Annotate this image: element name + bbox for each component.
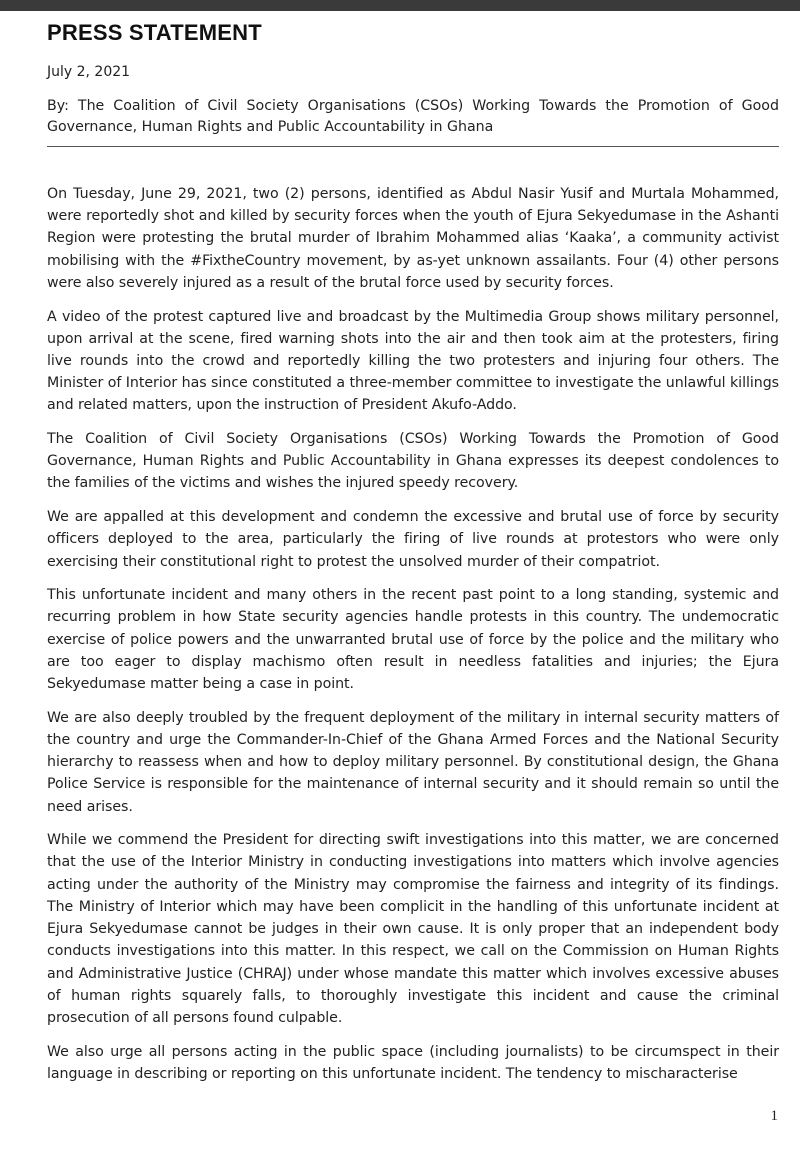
top-bar [0,0,800,11]
paragraph: A video of the protest captured live and broadcast by the Multimedia Group shows military personnel, upon arrival at the scene, fired warning shots into the air and then took aim at the protesters, firing live rounds into the crowd and reportedly killing the two protesters and injuring four others. The Minister of Interior has since constituted a three-member committee to investigate the unlawful killings and related matters, upon the instruction of President Akufo-Addo. [47,308,779,414]
document-title: PRESS STATEMENT [47,20,262,45]
paragraph: We are appalled at this development and condemn the excessive and brutal use of force by security officers deployed to the area, particularly the firing of live rounds at protestors who were only exercising their constitutional right to protest the unsolved murder of their compatriot. [47,509,779,570]
statement-date: July 2, 2021 [47,64,131,80]
divider-line [47,146,779,147]
paragraph: We are also deeply troubled by the frequent deployment of the military in internal security matters of the country and urge the Commander-In-Chief of the Ghana Armed Forces and the National Security hierarchy to reassess when and how to deploy military personnel. By constitutional design, the Ghana Police Service is responsible for the maintenance of internal security and it should remain so until the need arises. [47,709,779,815]
paragraph: This unfortunate incident and many others in the recent past point to a long standing, systemic and recurring problem in how State security agencies handle protests in this country. The undemocratic exercise of police powers and the unwarranted brutal use of force by the police and the military who are too eager to display machismo often result in needless fatalities and injuries; the Ejura Sekyedumase matter being a case in point. [47,587,779,693]
statement-body [47,183,779,1097]
paragraph: While we commend the President for directing swift investigations into this matter, we are concerned that the use of the Interior Ministry in conducting investigations into matters which involve agencies acting under the authority of the Ministry may compromise the fairness and integrity of its findings. The Ministry of Interior which may have been complicit in the handling of this unfortunate incident at Ejura Sekyedumase cannot be judges in their own cause. It is only proper that an independent body conducts investigations into this matter. In this respect, we call on the Commission on Human Rights and Administrative Justice (CHRAJ) under whose mandate this matter which involves excessive abuses of human rights squarely falls, to thoroughly investigate this incident and cause the criminal prosecution of all persons found culpable. [47,832,779,1026]
page-number: 1 [770,1108,778,1124]
paragraph: The Coalition of Civil Society Organisations (CSOs) Working Towards the Promotion of Good Governance, Human Rights and Public Accountability in Ghana expresses its deepest condolences to the families of the victims and wishes the injured speedy recovery. [47,431,779,492]
paragraph: We also urge all persons acting in the public space (including journalists) to be circumspect in their language in describing or reporting on this unfortunate incident. The tendency to mischaracterise [47,1043,779,1082]
byline: By: The Coalition of Civil Society Organisations (CSOs) Working Towards the Promotion of Good Governance, Human Rights and Public Accountability in Ghana [47,98,779,135]
paragraph: On Tuesday, June 29, 2021, two (2) persons, identified as Abdul Nasir Yusif and Murtala Mohammed, were reportedly shot and killed by security forces when the youth of Ejura Sekyedumase in the Ashanti Region were protesting the brutal murder of Ibrahim Mohammed alias ‘Kaaka’, a community activist mobilising with the #FixtheCountry movement, by as-yet unknown assailants. Four (4) other persons were also severely injured as a result of the brutal force used by security forces. [47,186,779,291]
